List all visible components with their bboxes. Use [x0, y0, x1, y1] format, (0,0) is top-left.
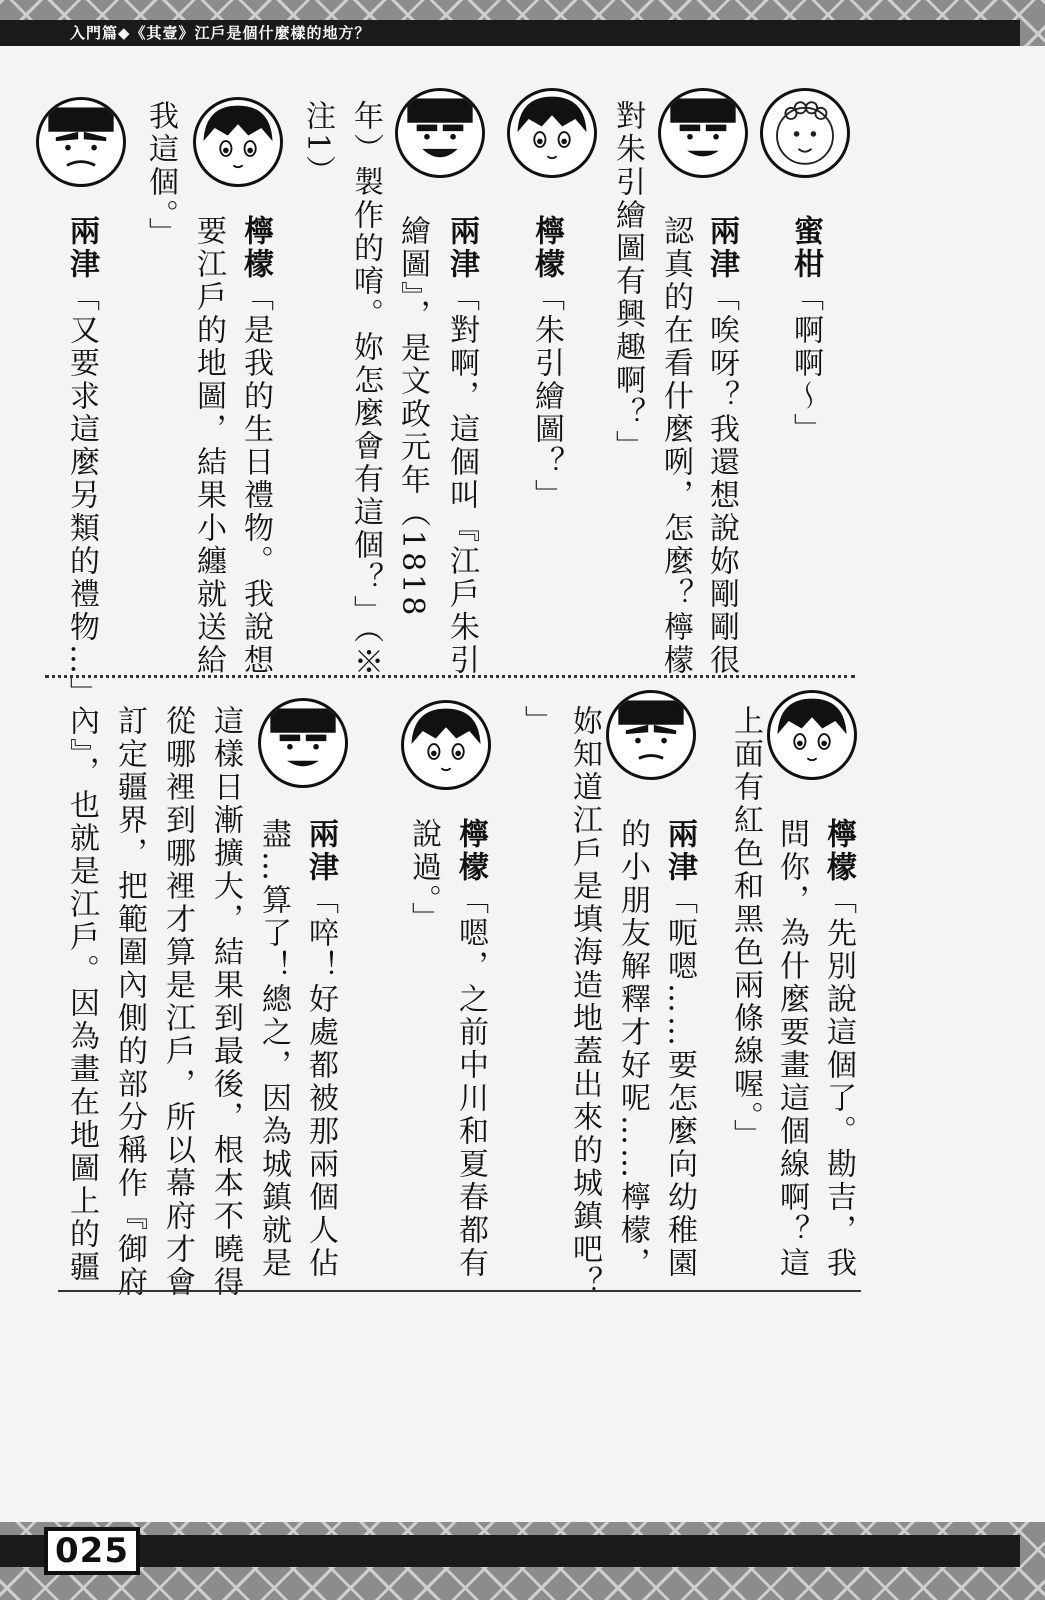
dialogue-line: [529, 215, 564, 512]
remon-face-icon: [767, 690, 857, 780]
ryotsu-face-icon: [606, 690, 696, 780]
dialogue-text: 「先別說這個了。勘吉，我: [821, 884, 856, 1280]
speaker-name: 蜜柑: [788, 215, 823, 281]
dialogue-line: 的小朋友解釋才好呢……檸檬，: [615, 818, 650, 1280]
dialogue-line: [444, 215, 479, 677]
speaker-name: 兩津: [303, 818, 338, 884]
page-number: 025: [44, 1527, 140, 1575]
footer-bar: [0, 1535, 1020, 1567]
dialogue-line: [662, 818, 697, 1280]
dialogue-line: 說過。」: [406, 818, 441, 935]
dialogue-line: 認真的在看什麼咧，怎麼？檸檬: [658, 215, 693, 677]
dialogue-text: 「唉呀？我還想說妳剛剛很: [704, 281, 739, 677]
dialogue-text: 「是我的生日禮物。我說想: [238, 281, 273, 677]
dialogue-line: 對朱引繪圖有興趣啊？」: [610, 100, 645, 463]
dialogue-line: 年）製作的唷。妳怎麼會有這個？」（※: [348, 100, 383, 679]
speaker-name: 檸檬: [453, 818, 488, 884]
dialogue-text: 「嗯，之前中川和夏春都有: [453, 884, 488, 1280]
dialogue-line: 我這個。」: [143, 100, 178, 250]
dialogue-line: 訂定疆界，把範圍內側的部分稱作『御府: [112, 705, 147, 1299]
page-end-rule: [58, 1290, 861, 1292]
dialogue-line: 問你，為什麼要畫這個線啊？這: [774, 818, 809, 1280]
dialogue-line: 注1）: [300, 100, 335, 189]
dialogue-text: 「又要求這麼另類的禮物…」: [64, 281, 99, 710]
speaker-name: 兩津: [64, 215, 99, 281]
dialogue-line: [238, 215, 273, 677]
dialogue-text: 「呃嗯……要怎麼向幼稚園: [662, 884, 697, 1280]
dialogue-line: [453, 818, 488, 1280]
dialogue-text: 「啊啊〜」: [788, 281, 823, 446]
chapter-title: 入門篇◆《其壹》江戶是個什麼樣的地方？: [0, 20, 1020, 46]
mikan-face-icon: [760, 88, 850, 178]
dialogue-text: 「對啊，這個叫『江戶朱引: [444, 281, 479, 677]
speaker-name: 檸檬: [821, 818, 856, 884]
dialogue-line: [64, 215, 99, 710]
remon-face-icon: [401, 700, 491, 790]
speaker-name: 檸檬: [529, 215, 564, 281]
speaker-name: 兩津: [704, 215, 739, 281]
dialogue-text: 「啐！好處都被那兩個人佔: [303, 884, 338, 1280]
dialogue-line: 繪圖』，是文政元年（1818: [395, 215, 430, 619]
dialogue-line: 要江戶的地圖，結果小纏就送給: [191, 215, 226, 677]
remon-face-icon: [507, 88, 597, 178]
ryotsu-face-icon: [395, 88, 485, 178]
ryotsu-face-icon: [658, 88, 748, 178]
dialogue-line: 從哪裡到哪裡才算是江戶，所以幕府才會: [160, 705, 195, 1299]
section-divider: [45, 675, 855, 678]
dialogue-line: [821, 818, 856, 1280]
speaker-name: 兩津: [444, 215, 479, 281]
speaker-name: 兩津: [662, 818, 697, 884]
ryotsu-face-icon: [36, 97, 126, 187]
dialogue-line: 上面有紅色和黑色兩條線喔。」: [728, 705, 763, 1152]
dialogue-line: 」: [519, 705, 554, 738]
dialogue-line: 妳知道江戶是填海造地蓋出來的城鎮吧？: [567, 705, 602, 1299]
dialogue-line: 內』，也就是江戶。因為畫在地圖上的疆: [64, 705, 99, 1284]
dialogue-line: 這樣日漸擴大，結果到最後，根本不曉得: [208, 705, 243, 1299]
dialogue-line: 盡…算了！總之，因為城鎮就是: [256, 818, 291, 1280]
speaker-name: 檸檬: [238, 215, 273, 281]
dialogue-line: [303, 818, 338, 1280]
dialogue-text: 「朱引繪圖？」: [529, 281, 564, 512]
dialogue-line: [704, 215, 739, 677]
dialogue-line: [788, 215, 823, 446]
remon-face-icon: [193, 97, 283, 187]
ryotsu-face-icon: [258, 698, 348, 788]
